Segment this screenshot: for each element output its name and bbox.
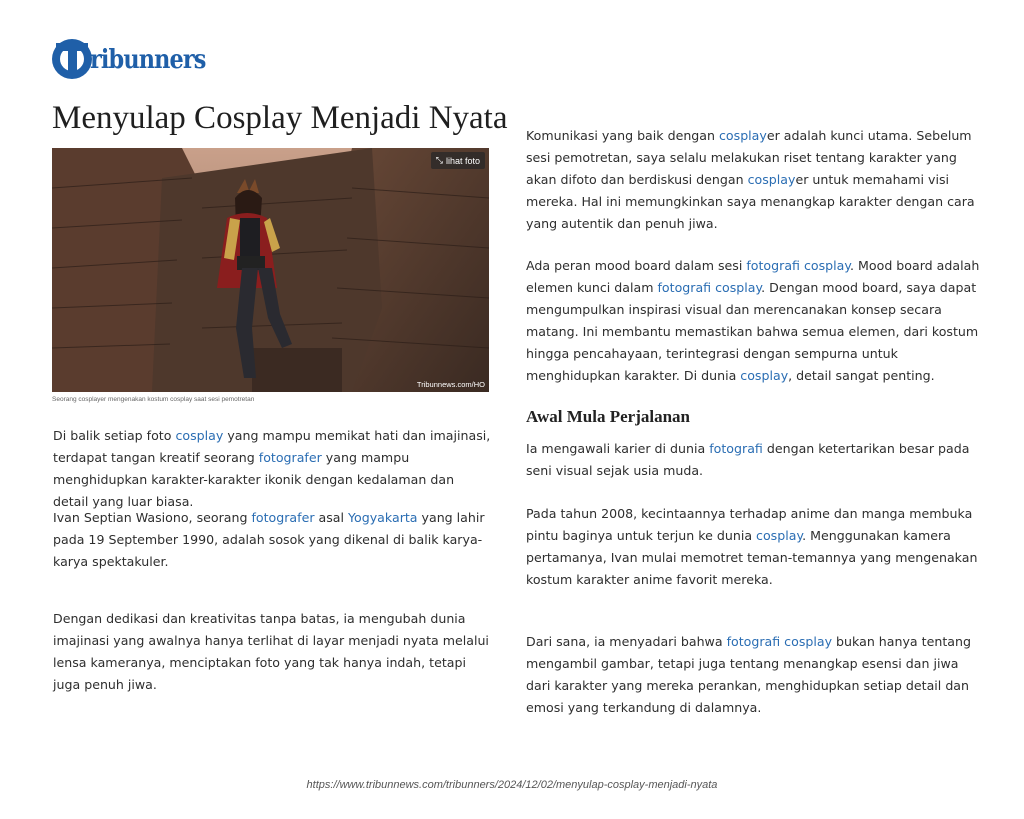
logo-wordmark: ribunners bbox=[90, 45, 206, 75]
link-fotografi-cosplay[interactable]: fotografi cosplay bbox=[746, 258, 851, 273]
link-cosplay[interactable]: cosplay bbox=[747, 172, 796, 187]
lihat-foto-label: lihat foto bbox=[445, 155, 480, 166]
link-yogyakarta[interactable]: Yogyakarta bbox=[348, 510, 418, 525]
right-paragraph-5: Dari sana, ia menyadari bahwa fotografi cosplay bukan hanya tentang mengambil gambar, tetapi juga tentang menangkap esensi dan jiwa dari karakter yang mereka perankan, menghidupkan setiap detail dan emosi yang terkandung di dalamnya. bbox=[526, 634, 971, 715]
right-paragraph-3: Ia mengawali karier di dunia fotografi dengan ketertarikan besar pada seni visual sejak usia muda. bbox=[526, 441, 970, 478]
source-url: https://www.tribunnews.com/tribunners/2024/12/02/menyulap-cosplay-menjadi-nyata bbox=[306, 779, 718, 791]
section-heading: Awal Mula Perjalanan bbox=[526, 407, 691, 426]
link-fotografi[interactable]: fotografi bbox=[709, 441, 763, 456]
link-fotografer[interactable]: fotografer bbox=[251, 510, 315, 525]
left-paragraph-1: Di balik setiap foto cosplay yang mampu memikat hati dan imajinasi, terdapat tangan kreatif seorang fotografer yang mampu menghidupkan karakter-karakter ikonik dengan kedalaman dan detail yang luar biasa. bbox=[53, 428, 491, 509]
expand-icon: ⤡ bbox=[435, 155, 443, 165]
right-paragraph-2: Ada peran mood board dalam sesi fotografi cosplay. Mood board adalah elemen kunci dalam fotografi cosplay. Dengan mood board, saya dapat mengumpulkan inspirasi visual dan merencanakan konsep secara matang. Ini membantu memastikan bahwa semua elemen, dari kostum hingga pencahayaan, terintegrasi dengan sempurna untuk menghidupkan karakter. Di dunia cosplay, detail sangat penting. bbox=[526, 258, 980, 383]
article-photo[interactable] bbox=[52, 148, 489, 392]
photo-caption: Seorang cosplayer mengenakan kostum cosplay saat sesi pemotretan bbox=[52, 396, 255, 403]
link-cosplay[interactable]: cosplay bbox=[719, 128, 767, 143]
link-fotografer[interactable]: fotografer bbox=[258, 450, 322, 465]
link-cosplay[interactable]: cosplay bbox=[740, 368, 789, 383]
logo-t-mark bbox=[52, 37, 92, 81]
left-paragraph-3: Dengan dedikasi dan kreativitas tanpa batas, ia mengubah dunia imajinasi yang awalnya hanya terlihat di layar menjadi nyata melalui lensa kameranya, menciptakan foto yang tak hanya indah, tetapi juga penuh jiwa. bbox=[53, 611, 489, 692]
link-fotografi-cosplay[interactable]: fotografi cosplay bbox=[726, 634, 833, 649]
link-cosplay[interactable]: cosplay bbox=[756, 528, 803, 543]
link-fotografi-cosplay[interactable]: fotografi cosplay bbox=[657, 280, 762, 295]
article-title: Menyulap Cosplay Menjadi Nyata bbox=[52, 100, 508, 136]
left-paragraph-2: Ivan Septian Wasiono, seorang fotografer asal Yogyakarta yang lahir pada 19 September 1990, adalah sosok yang dikenal di balik karya-karya spektakuler. bbox=[53, 510, 485, 569]
right-paragraph-4: Pada tahun 2008, kecintaannya terhadap anime dan manga membuka pintu baginya untuk terjun ke dunia cosplay. Menggunakan kamera pertamanya, Ivan mulai memotret teman-temannya yang mengenakan kostum karakter anime favorit mereka. bbox=[526, 506, 978, 587]
tribunners-logo[interactable] bbox=[52, 36, 224, 82]
photo-credit: Tribunnews.com/HO bbox=[416, 380, 485, 389]
right-paragraph-1: Komunikasi yang baik dengan cosplayer adalah kunci utama. Sebelum sesi pemotretan, saya selalu melakukan riset tentang karakter yang akan difoto dan berdiskusi dengan cosplayer untuk memahami visi mereka. Hal ini memungkinkan saya menangkap karakter dengan cara yang autentik dan penuh jiwa. bbox=[526, 128, 975, 231]
lihat-foto-button[interactable] bbox=[431, 152, 485, 169]
cosplay-photo-illustration bbox=[52, 148, 489, 392]
link-cosplay[interactable]: cosplay bbox=[175, 428, 224, 443]
